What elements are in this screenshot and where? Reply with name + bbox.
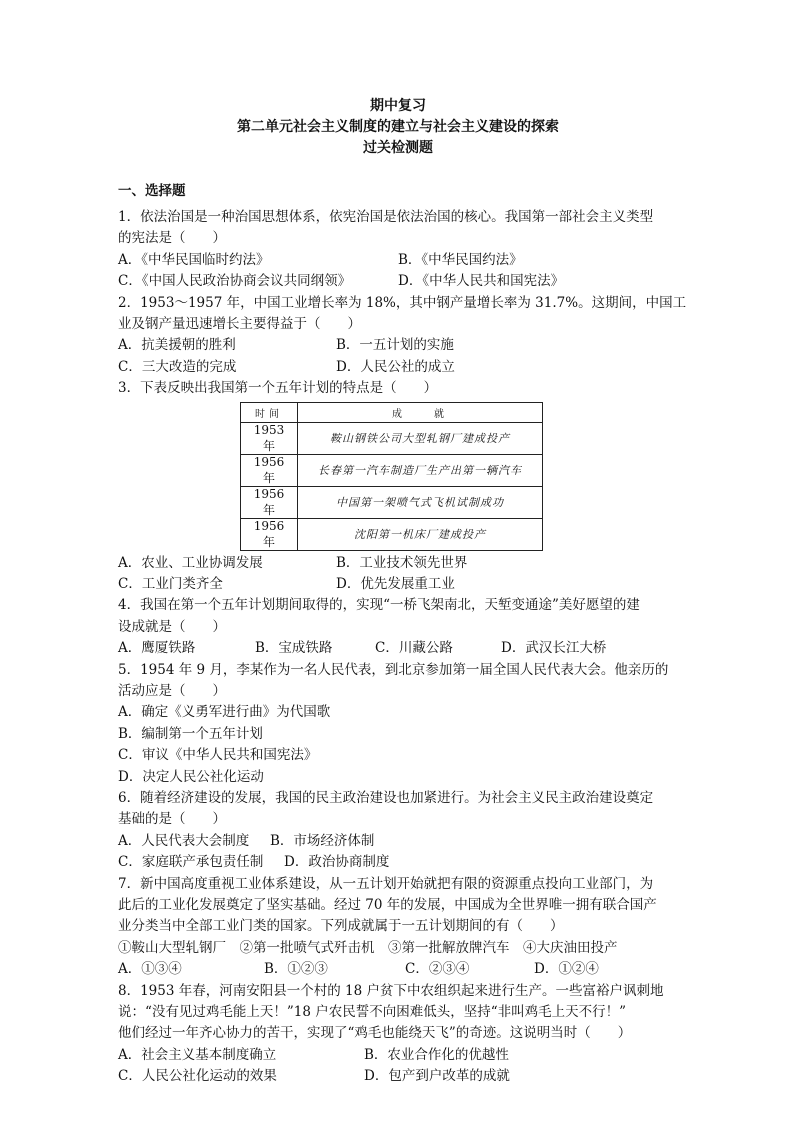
option-c: C．三大改造的完成 (118, 358, 237, 375)
question-1-options-row-2 (118, 271, 678, 292)
option-c: C．《中国人民政治协商会议共同纲领》 (118, 273, 352, 290)
doc-title: 期中复习 (370, 98, 426, 114)
question-6-text: 6．随着经济建设的发展，我国的民主政治建设也加紧进行。为社会主义民主政治建设奠定 (118, 790, 654, 807)
question-7-text-3: 业分类当中全部工业门类的国家。下列成就属于一五计划期间的有（ ） (118, 918, 564, 935)
option-d: D．决定人民公社化运动 (118, 768, 264, 785)
option-c: C．人民公社化运动的效果 (118, 1068, 277, 1085)
question-5-text-2: 活动应是（ ） (118, 682, 226, 699)
question-1-options-row-1 (118, 250, 678, 271)
option-b: B．①②③ (264, 961, 328, 978)
table-cell-event: 长春第一汽车制造厂生产出第一辆汽车 (298, 454, 543, 486)
question-3-options-row-1 (118, 553, 678, 574)
table-cell-year: 1956 年 (241, 454, 298, 486)
table-header-time: 时间 (241, 402, 298, 422)
table-cell-event: 沈阳第一机床厂建成投产 (298, 518, 543, 550)
question-7-options (118, 959, 678, 980)
option-a: A．《中华民国临时约法》 (118, 251, 270, 268)
option-d: D．武汉长江大桥 (501, 640, 607, 657)
option-d: D．《中华人民共和国宪法》 (398, 273, 565, 290)
option-a: A．农业、工业协调发展 (118, 554, 263, 571)
doc-subtitle-2: 过关检测题 (363, 140, 433, 156)
option-a: A．社会主义基本制度确立 (118, 1046, 277, 1063)
achievements-table (240, 402, 543, 551)
doc-subtitle: 第二单元社会主义制度的建立与社会主义建设的探索 (237, 119, 559, 135)
question-8-options-row-2 (118, 1066, 678, 1087)
option-c: C．审议《中华人民共和国宪法》 (118, 747, 318, 764)
option-c: C．家庭联产承包责任制 (118, 854, 264, 871)
option-c: C．②③④ (405, 961, 470, 978)
table-cell-year: 1953 年 (241, 422, 298, 454)
question-5-text: 5．1954 年 9 月，李某作为一名人民代表，到北京参加第一届全国人民代表大会。他亲历的 (118, 661, 669, 678)
question-4-text: 4．我国在第一个五年计划期间取得的，实现“一桥飞架南北，天堑变通途”美好愿望的建 (118, 597, 640, 614)
option-b: B．《中华民国约法》 (398, 251, 523, 268)
option-a: A．人民代表大会制度 (118, 832, 250, 849)
option-b: B．农业合作化的优越性 (364, 1046, 509, 1063)
option-d: D．优先发展重工业 (336, 575, 455, 592)
table-cell-year: 1956 年 (241, 518, 298, 550)
option-b: B．一五计划的实施 (336, 337, 454, 354)
question-2-options-row-1 (118, 335, 678, 356)
option-c: C．工业门类齐全 (118, 575, 223, 592)
question-3-text: 3．下表反映出我国第一个五年计划的特点是（ ） (118, 380, 438, 397)
table-row (241, 422, 543, 454)
option-b: B．工业技术领先世界 (336, 554, 468, 571)
question-2-options-row-2 (118, 357, 678, 378)
option-d: D．政治协商制度 (284, 854, 390, 871)
question-1-text: 1．依法治国是一种治国思想体系，依宪治国是依法治国的核心。我国第一部社会主义类型 (118, 209, 654, 225)
table-header-row (241, 402, 543, 422)
question-4-text-2: 设成就是（ ） (118, 618, 226, 635)
question-8-text-2: 说：“没有见过鸡毛能上天！”18 户农民誓不向困难低头，坚持“非叫鸡毛上天不行！” (118, 1004, 627, 1021)
option-d: D．人民公社的成立 (336, 358, 455, 375)
option-a: A．①③④ (118, 961, 182, 978)
question-8-text-3: 他们经过一年齐心协力的苦干，实现了“鸡毛也能绕天飞”的奇迹。这说明当时（ ） (118, 1025, 632, 1042)
question-6-text-2: 基础的是（ ） (118, 811, 226, 828)
option-b: B．市场经济体制 (270, 832, 375, 849)
question-8-options-row-1 (118, 1045, 678, 1066)
question-7-text: 7．新中国高度重视工业体系建设，从一五计划开始就把有限的资源重点投向工业部门，为 (118, 875, 654, 892)
option-a: A．确定《义勇军进行曲》为代国歌 (118, 704, 331, 721)
option-a: A．抗美援朝的胜利 (118, 337, 236, 354)
question-6-options-row-2 (118, 852, 678, 873)
table-row (241, 486, 543, 518)
option-b: B．编制第一个五年计划 (118, 725, 263, 742)
question-4-options (118, 638, 678, 659)
question-7-text-2: 此后的工业化发展奠定了坚实基础。经过 70 年的发展，中国成为全世界唯一拥有联合国产 (118, 897, 657, 914)
table-cell-event: 鞍山钢铁公司大型轧钢厂建成投产 (298, 422, 543, 454)
question-2-text: 2．1953～1957 年，中国工业增长率为 18%，其中钢产量增长率为 31.7%。这期间，中国工 (118, 294, 687, 311)
table-row (241, 518, 543, 550)
table-row (241, 454, 543, 486)
table-cell-year: 1956 年 (241, 486, 298, 518)
option-d: D．包产到户改革的成就 (364, 1068, 510, 1085)
document-page (118, 96, 687, 1088)
question-7-items: ①鞍山大型轧钢厂 ②第一批喷气式歼击机 ③第一批解放牌汽车 ④大庆油田投产 (118, 939, 618, 956)
question-3-options-row-2 (118, 574, 678, 595)
table-cell-event: 中国第一架喷气式飞机试制成功 (298, 486, 543, 518)
section-heading: 一、选择题 (118, 183, 186, 199)
table-header-achievement: 成 就 (298, 402, 543, 422)
question-1-text-2: 的宪法是（ ） (118, 230, 226, 247)
question-6-options-row-1 (118, 831, 678, 852)
question-2-text-2: 业及钢产量迅速增长主要得益于（ ） (118, 316, 361, 332)
question-8-text: 8．1953 年春，河南安阳县一个村的 18 户贫下中农组织起来进行生产。一些富裕户讽刺地 (118, 982, 664, 999)
option-b: B．宝成铁路 (255, 640, 333, 657)
option-d: D．①②④ (534, 961, 599, 978)
option-a: A．鹰厦铁路 (118, 640, 196, 657)
option-c: C．川藏公路 (375, 640, 453, 657)
